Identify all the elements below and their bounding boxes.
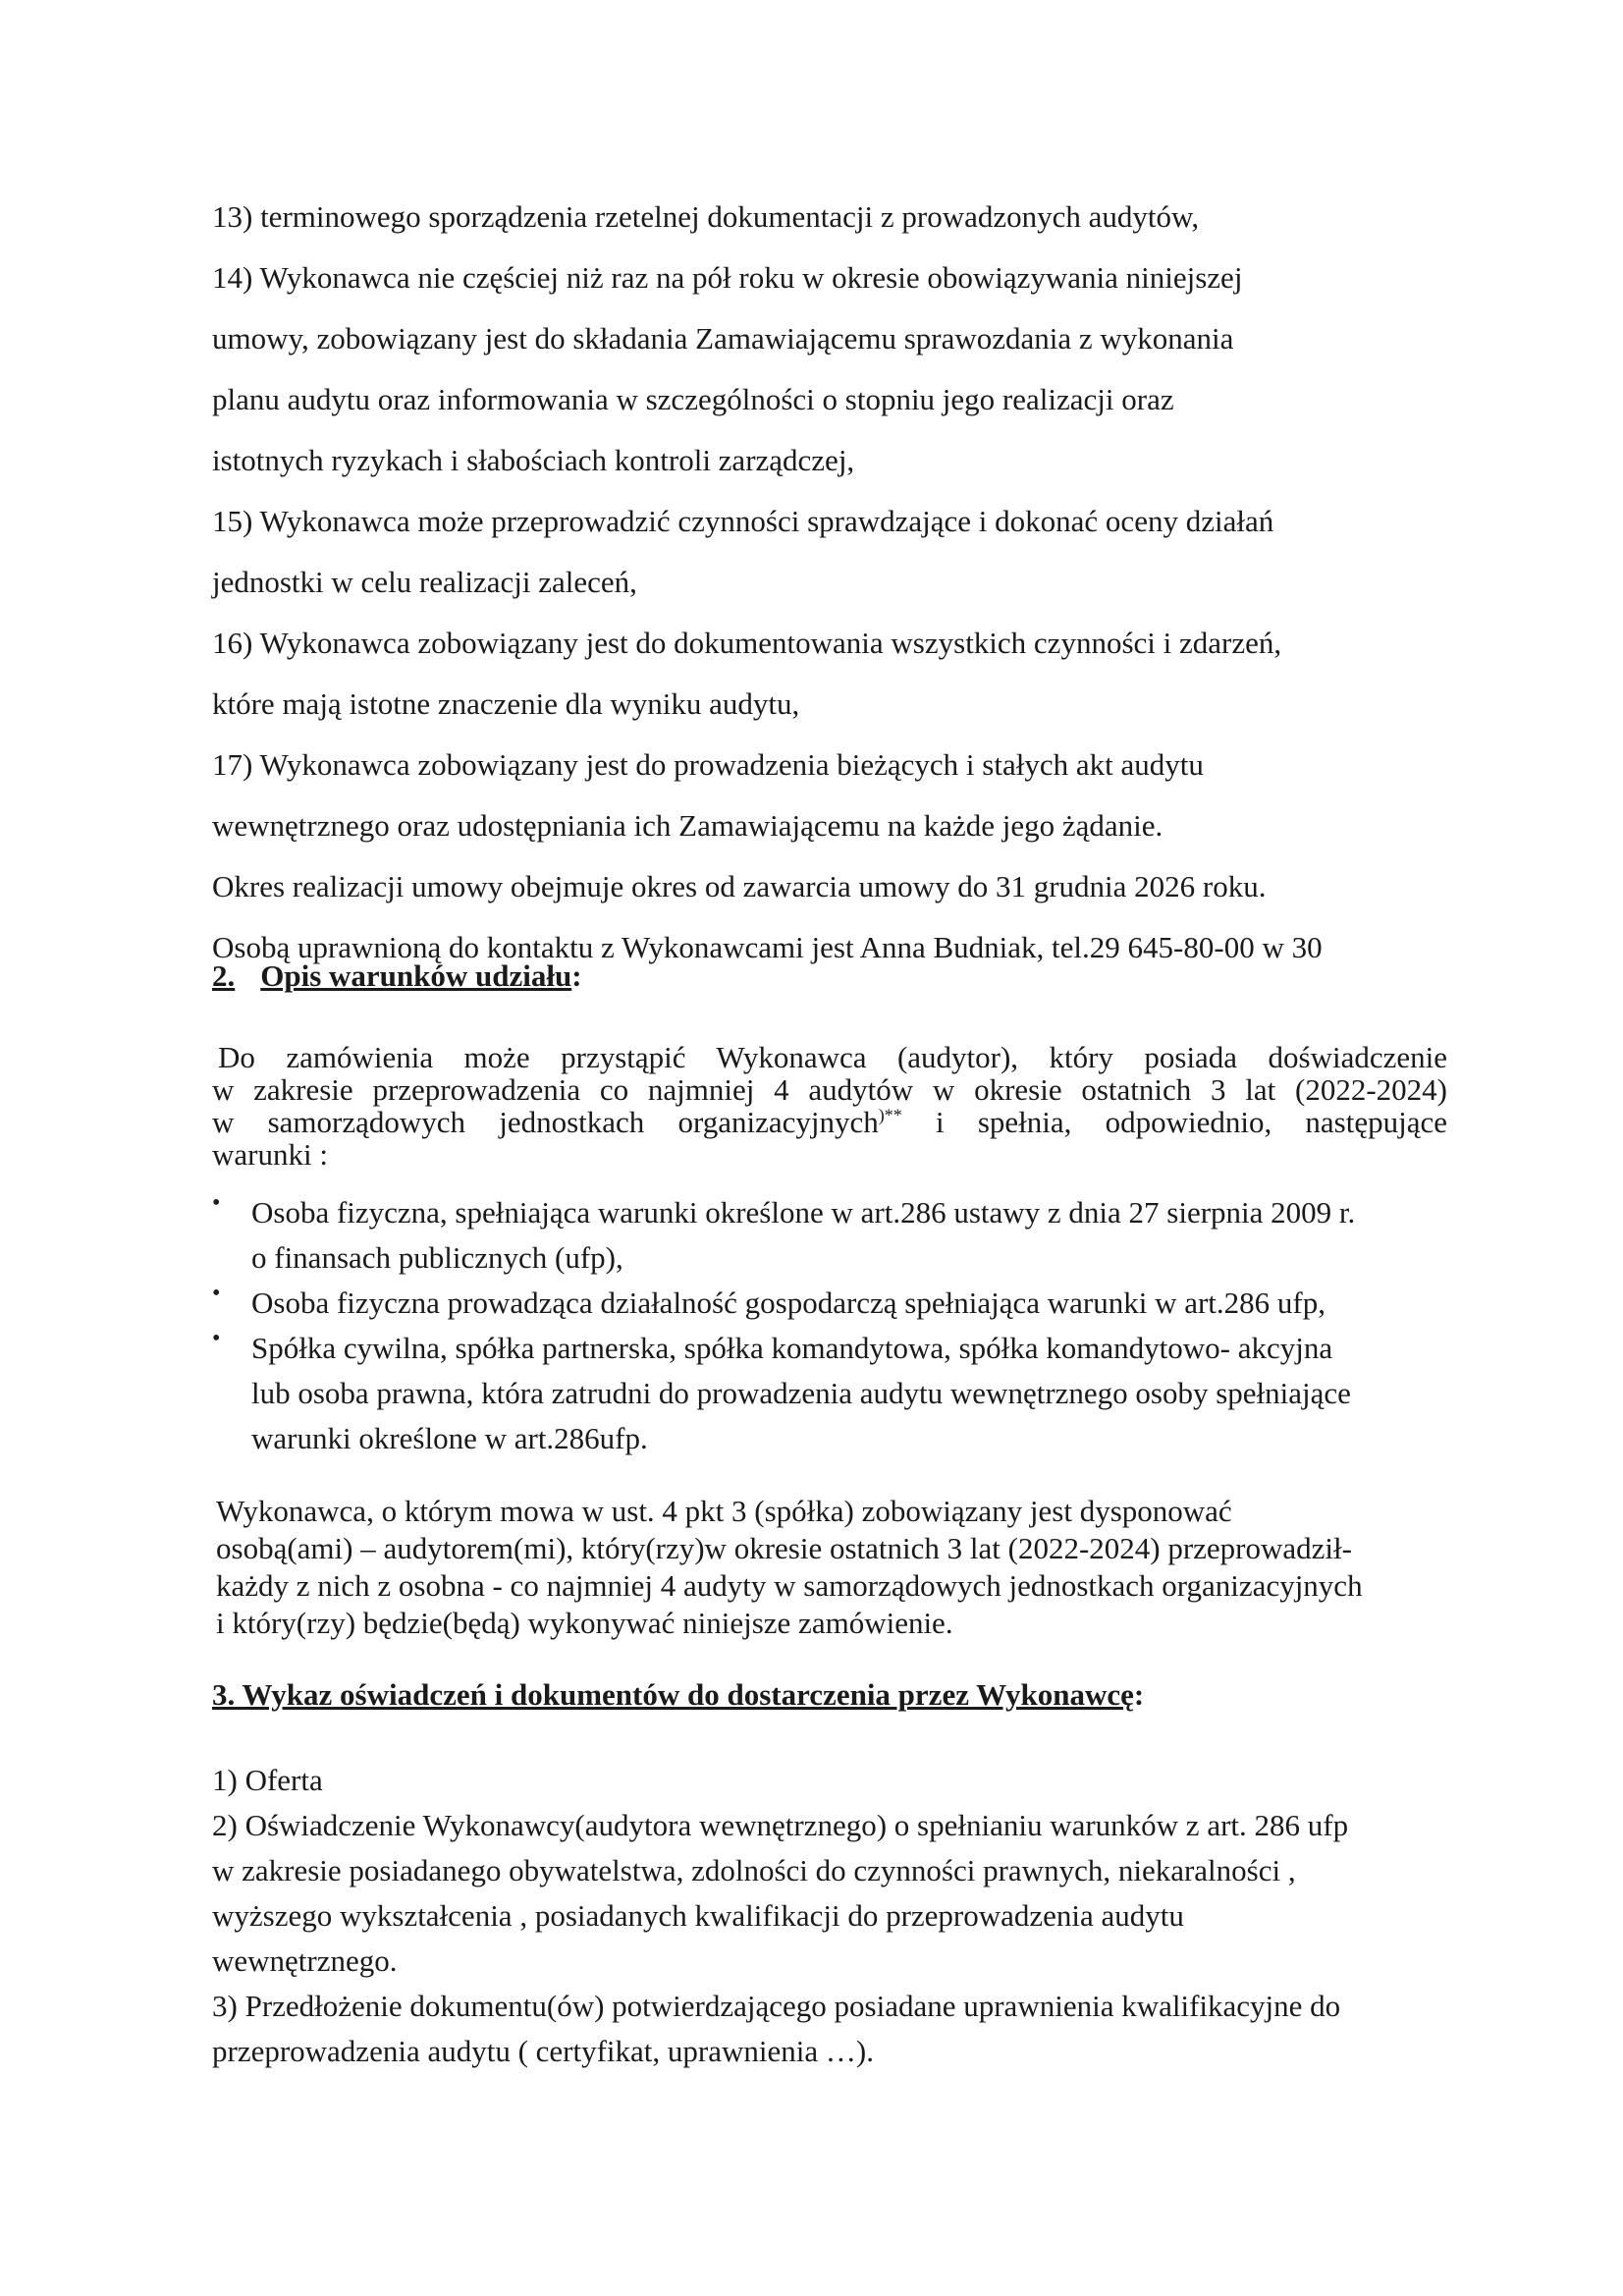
text-line: planu audytu oraz informowania w szczególności o stopniu jego realizacji oraz: [212, 382, 1174, 416]
section-2-colon: :: [571, 958, 582, 993]
text-line: Okres realizacji umowy obejmuje okres od zawarcia umowy do 31 grudnia 2026 roku.: [212, 869, 1267, 903]
text-line: jednostki w celu realizacji zaleceń,: [212, 565, 637, 599]
section-2-heading: [212, 958, 582, 994]
section-2-number: 2.: [212, 958, 236, 993]
intro-line-part: i spełnia, odpowiednio, następujące: [936, 1105, 1447, 1139]
bullet-icon: •: [212, 1326, 221, 1351]
list-item-line: Osoba fizyczna, spełniająca warunki określone w art.286 ustawy z dnia 27 sierpnia 2009 r.: [251, 1195, 1356, 1230]
paragraph-line: osobą(ami) – audytorem(mi), który(rzy)w okresie ostatnich 3 lat (2022-2024) przeprowadził-: [216, 1531, 1352, 1565]
documents-line: w zakresie posiadanego obywatelstwa, zdolności do czynności prawnych, niekaralności ,: [212, 1853, 1296, 1887]
section-2-title: Opis warunków udziału: [260, 958, 572, 993]
paragraph-line: i który(rzy) będzie(będą) wykonywać niniejsze zamówienie.: [216, 1606, 953, 1640]
paragraph-line: Wykonawca, o którym mowa w ust. 4 pkt 3 (spółka) zobowiązany jest dysponować: [216, 1494, 1232, 1528]
text-line: wewnętrznego oraz udostępniania ich Zamawiającemu na każde jego żądanie.: [212, 808, 1163, 843]
documents-list: [212, 1758, 1447, 2074]
intro-line: Do zamówienia może przystąpić Wykonawca (audytor), który posiada doświadczenie: [218, 1040, 1447, 1074]
documents-line: 3) Przedłożenie dokumentu(ów) potwierdzającego posiadane uprawnienia kwalifikacyjne do: [212, 1989, 1341, 2023]
documents-line: wyższego wykształcenia , posiadanych kwalifikacji do przeprowadzenia audytu: [212, 1898, 1184, 1933]
section-3-heading: [212, 1677, 1144, 1713]
text-line: które mają istotne znaczenie dla wyniku audytu,: [212, 686, 800, 721]
text-line: 17) Wykonawca zobowiązany jest do prowadzenia bieżących i stałych akt audytu: [212, 747, 1204, 782]
text-line: 16) Wykonawca zobowiązany jest do dokumentowania wszystkich czynności i zdarzeń,: [212, 626, 1282, 660]
list-item-line: warunki określone w art.286ufp.: [251, 1421, 648, 1455]
intro-line-part: w samorządowych jednostkach organizacyjnych: [212, 1105, 879, 1139]
text-line: 14) Wykonawca nie częściej niż raz na pół roku w okresie obowiązywania niniejszej: [212, 260, 1243, 295]
list-item: [212, 1326, 1447, 1461]
section-3-colon: :: [1133, 1677, 1145, 1712]
bullet-icon: •: [212, 1281, 221, 1306]
text-line: Osobą uprawnioną do kontaktu z Wykonawcami jest Anna Budniak, tel.29 645-80-00 w 30: [212, 930, 1323, 964]
partnership-requirement: [216, 1493, 1447, 1642]
conditions-list: [212, 1190, 1447, 1461]
documents-line: 2) Oświadczenie Wykonawcy(audytora wewnętrznego) o spełnianiu warunków z art. 286 ufp: [212, 1808, 1349, 1842]
intro-line: w zakresie przeprowadzenia co najmniej 4 audytów w okresie ostatnich 3 lat (2022-2024): [212, 1072, 1447, 1107]
intro-line-with-footnote: [212, 1106, 1447, 1138]
list-item-line: Osoba fizyczna prowadząca działalność gospodarczą spełniająca warunki w art.286 ufp,: [251, 1285, 1325, 1320]
section-2-intro: [212, 1041, 1447, 1171]
text-line: 13) terminowego sporządzenia rzetelnej dokumentacji z prowadzonych audytów,: [212, 199, 1200, 234]
list-item-line: lub osoba prawna, która zatrudni do prowadzenia audytu wewnętrznego osoby spełniające: [251, 1376, 1351, 1410]
paragraph-line: każdy z nich z osobna - co najmniej 4 audyty w samorządowych jednostkach organizacyjnych: [216, 1568, 1363, 1603]
text-line: umowy, zobowiązany jest do składania Zamawiającemu sprawozdania z wykonania: [212, 321, 1234, 355]
text-line: 15) Wykonawca może przeprowadzić czynności sprawdzające i dokonać oceny działań: [212, 504, 1274, 538]
duties-list: [212, 187, 1430, 978]
documents-line: 1) Oferta: [212, 1763, 323, 1797]
list-item: [212, 1190, 1447, 1281]
text-line: istotnych ryzykach i słabościach kontroli zarządczej,: [212, 443, 855, 477]
section-3-title: 3. Wykaz oświadczeń i dokumentów do dostarczenia przez Wykonawcę: [212, 1677, 1134, 1712]
bullet-icon: •: [212, 1190, 221, 1216]
intro-line: warunki :: [212, 1137, 328, 1172]
list-item-line: Spółka cywilna, spółka partnerska, spółka komandytowa, spółka komandytowo- akcyjna: [251, 1331, 1333, 1365]
list-item: [212, 1281, 1447, 1326]
footnote-mark: )**: [878, 1105, 902, 1125]
list-item-line: o finansach publicznych (ufp),: [251, 1240, 623, 1275]
documents-line: wewnętrznego.: [212, 1943, 398, 1978]
documents-line: przeprowadzenia audytu ( certyfikat, uprawnienia …).: [212, 2034, 874, 2068]
